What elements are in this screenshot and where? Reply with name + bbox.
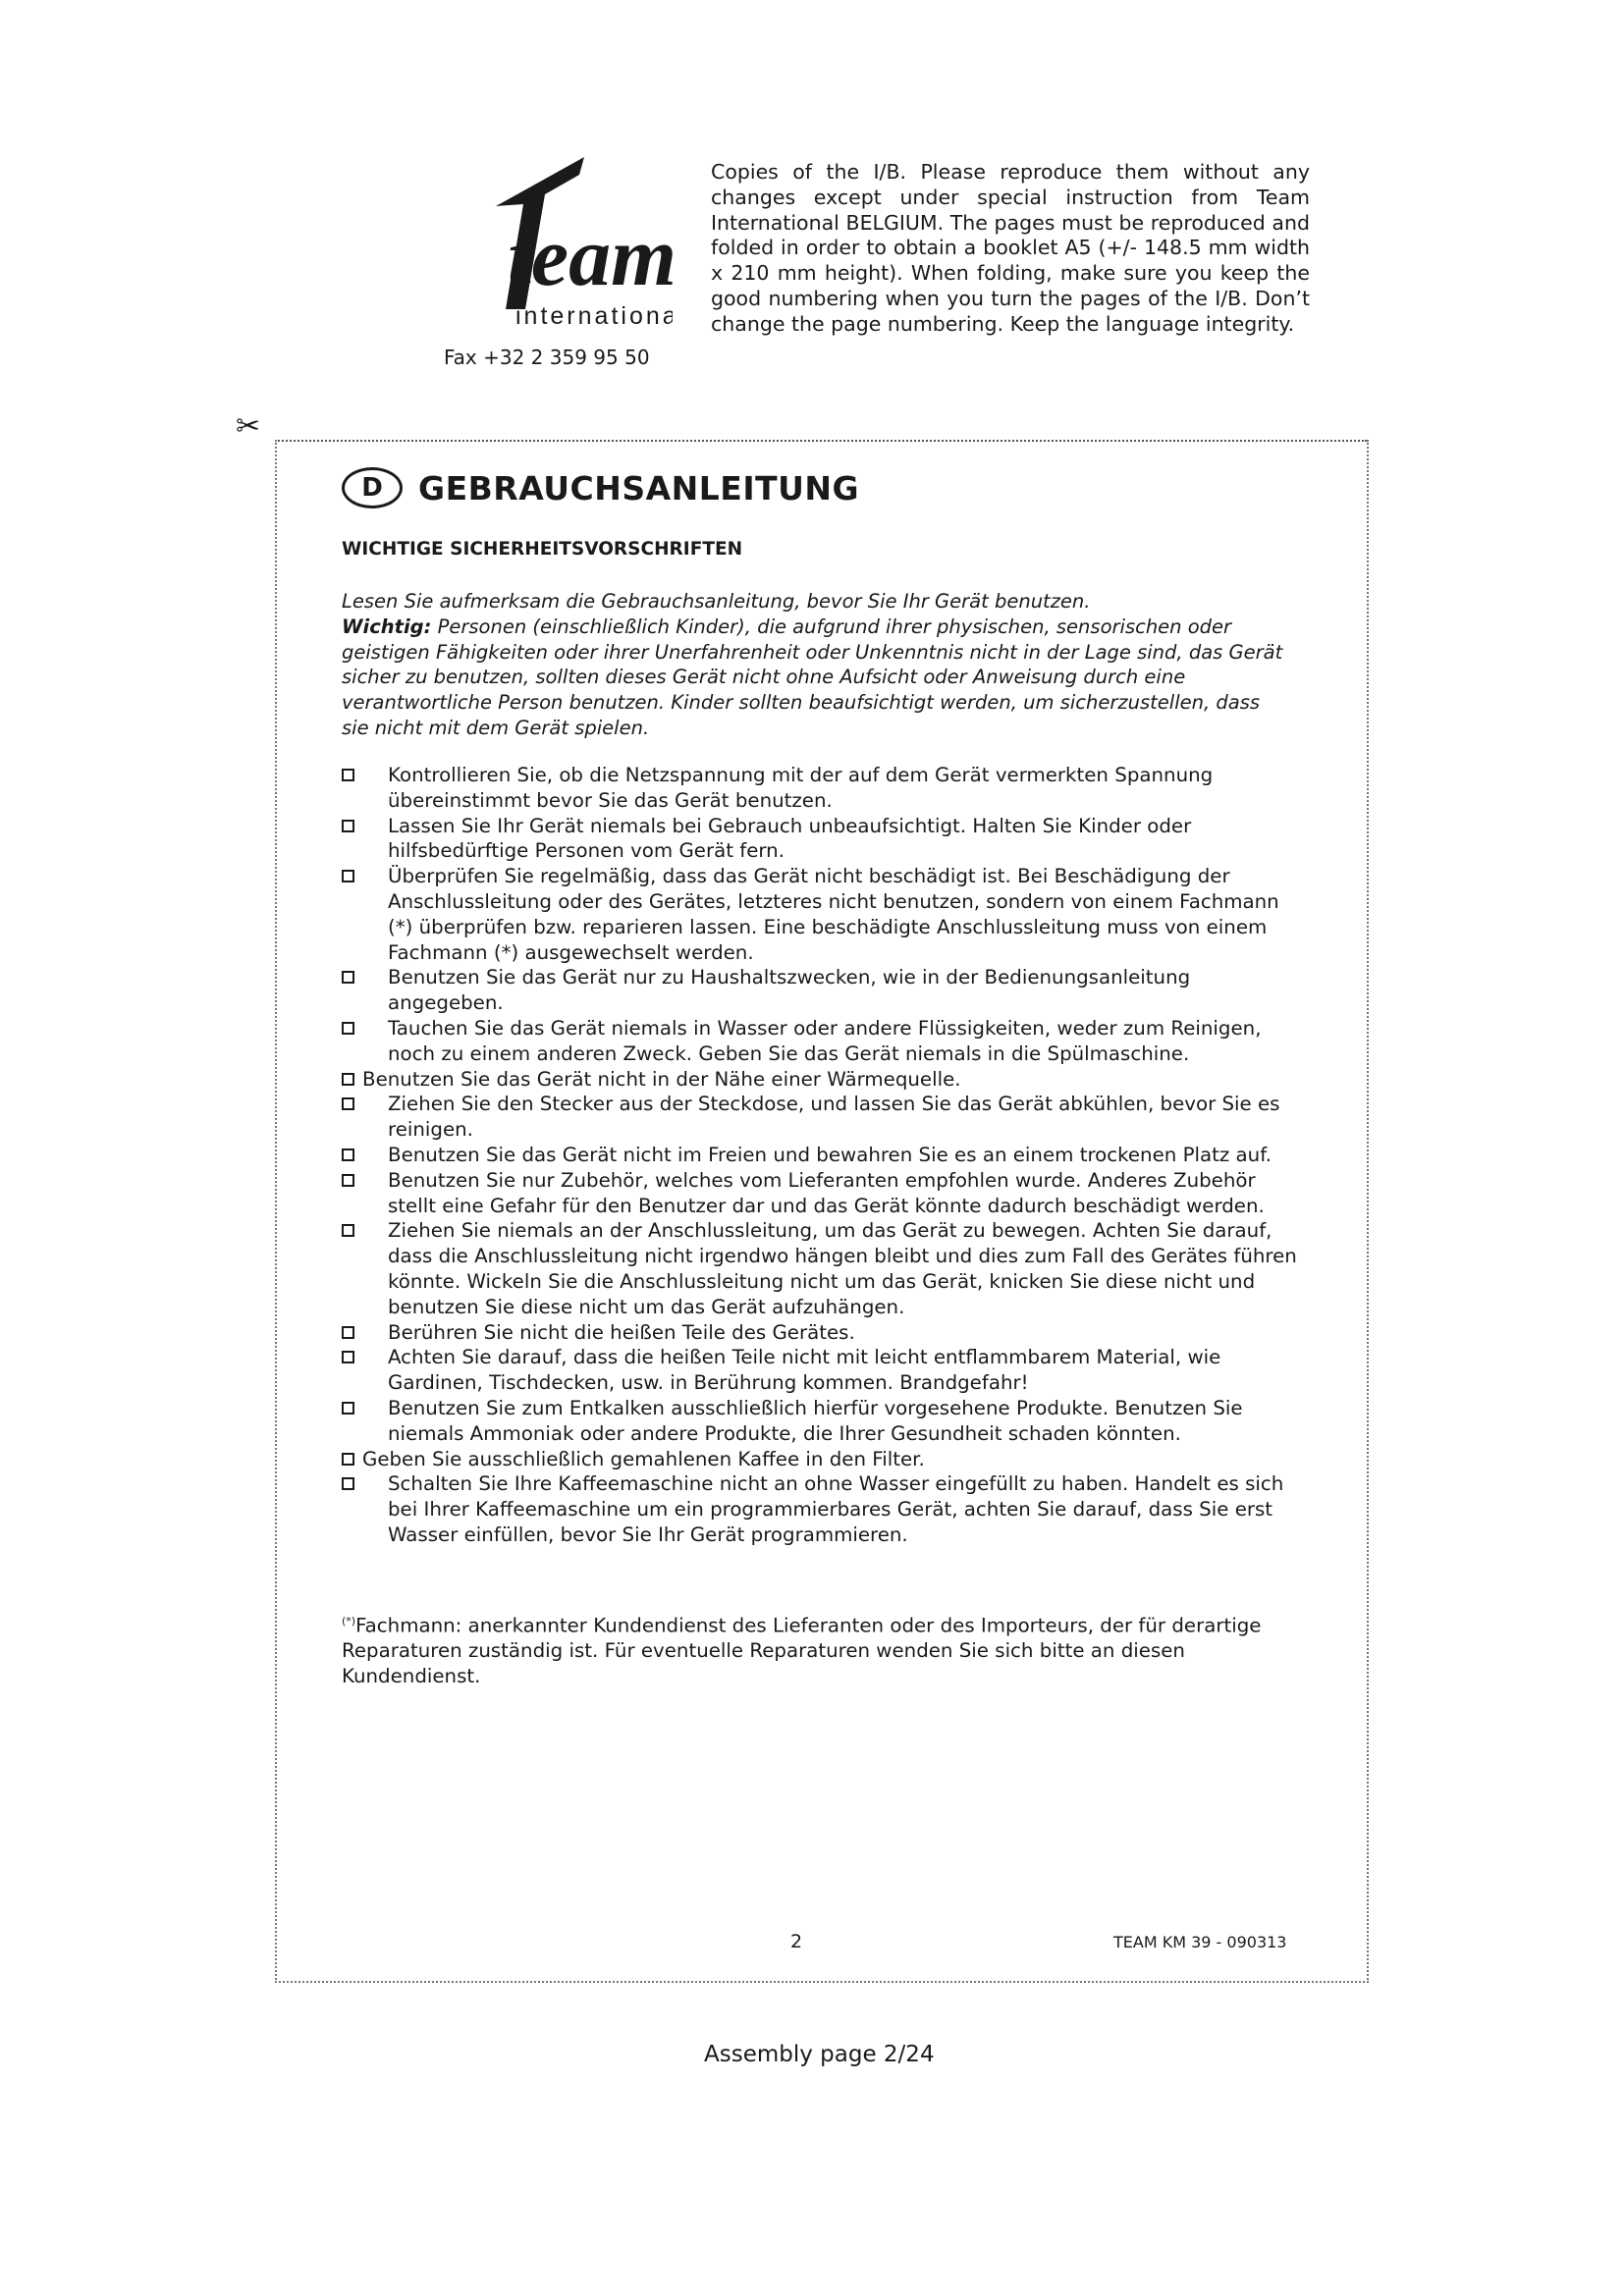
checkbox-icon bbox=[342, 1402, 354, 1415]
checkbox-icon bbox=[342, 769, 354, 781]
checkbox-icon bbox=[342, 1351, 354, 1363]
list-item-text: Achten Sie darauf, dass die heißen Teile nicht mit leicht entflammbarem Material, wie Gardinen, Tischdecken, usw. in Berührung kommen. Brandgefahr! bbox=[388, 1346, 1221, 1395]
list-item bbox=[342, 1168, 1304, 1219]
list-item bbox=[342, 1067, 1304, 1093]
checkbox-icon bbox=[342, 1477, 354, 1490]
important-note bbox=[342, 614, 1290, 741]
page-title: GEBRAUCHSANLEITUNG bbox=[418, 468, 860, 507]
checkbox-icon bbox=[342, 1148, 354, 1161]
checkbox-icon bbox=[342, 1073, 354, 1086]
footnote bbox=[342, 1609, 1290, 1689]
list-item bbox=[342, 814, 1304, 865]
scissors-icon: ✂ bbox=[236, 409, 261, 444]
list-item bbox=[342, 1320, 1304, 1346]
checkbox-icon bbox=[342, 1453, 354, 1466]
list-item bbox=[342, 965, 1304, 1016]
footnote-mark: (*) bbox=[342, 1615, 356, 1628]
list-item-text: Benutzen Sie das Gerät nicht im Freien und bewahren Sie es an einem trockenen Platz auf. bbox=[388, 1143, 1272, 1166]
fax-number: Fax +32 2 359 95 50 bbox=[444, 346, 650, 369]
list-item bbox=[342, 1396, 1304, 1447]
important-label: Wichtig: bbox=[342, 614, 432, 638]
list-item-text: Benutzen Sie zum Entkalken ausschließlich hierfür vorgesehene Produkte. Benutzen Sie niemals Ammoniak oder andere Produkte, die Ihrer Gesundheit schaden könnten. bbox=[388, 1396, 1243, 1445]
list-item-text: Berühren Sie nicht die heißen Teile des Gerätes. bbox=[388, 1320, 855, 1344]
page-number: 2 bbox=[790, 1931, 803, 1952]
document-code: TEAM KM 39 - 090313 bbox=[1113, 1933, 1287, 1951]
list-item-text: Überprüfen Sie regelmäßig, dass das Gerät nicht beschädigt ist. Bei Beschädigung der Anschlussleitung oder des Gerätes, letzteres nicht benutzen, sondern von einem Fachmann (*) überprüfen bzw. reparieren lassen. Eine beschädigte Anschlussleitung muss von einem Fachmann (*) ausgewechselt werden. bbox=[388, 865, 1279, 964]
checkbox-icon bbox=[342, 1022, 354, 1035]
list-item-text: Kontrollieren Sie, ob die Netzspannung mit der auf dem Gerät vermerkten Spannung übereinstimmt bevor Sie das Gerät benutzen. bbox=[388, 764, 1214, 812]
list-item-text: Lassen Sie Ihr Gerät niemals bei Gebrauch unbeaufsichtigt. Halten Sie Kinder oder hilfsbedürftige Personen vom Gerät fern. bbox=[388, 814, 1192, 863]
list-item-text: Geben Sie ausschließlich gemahlenen Kaffee in den Filter. bbox=[362, 1447, 925, 1470]
checkbox-icon bbox=[342, 1224, 354, 1237]
logo-word: team bbox=[508, 209, 673, 303]
list-item-text: Benutzen Sie das Gerät nicht in der Nähe einer Wärmequelle. bbox=[362, 1067, 961, 1091]
list-item-text: Ziehen Sie den Stecker aus der Steckdose, und lassen Sie das Gerät abkühlen, bevor Sie es reinigen. bbox=[388, 1093, 1280, 1142]
list-item bbox=[342, 1143, 1304, 1168]
list-item bbox=[342, 1218, 1304, 1319]
logo-sub: international bbox=[515, 302, 673, 330]
list-item bbox=[342, 1016, 1304, 1067]
list-item bbox=[342, 1345, 1304, 1396]
language-badge: D bbox=[342, 467, 403, 508]
safety-list bbox=[342, 763, 1304, 1548]
list-item bbox=[342, 1092, 1304, 1143]
list-item bbox=[342, 1471, 1304, 1547]
list-item bbox=[342, 1447, 1304, 1472]
checkbox-icon bbox=[342, 1097, 354, 1110]
checkbox-icon bbox=[342, 971, 354, 984]
checkbox-icon bbox=[342, 820, 354, 832]
list-item-text: Benutzen Sie das Gerät nur zu Haushaltszwecken, wie in der Bedienungsanleitung angegeben. bbox=[388, 966, 1191, 1015]
list-item-text: Schalten Sie Ihre Kaffeemaschine nicht an ohne Wasser eingefüllt zu haben. Handelt es sich bei Ihrer Kaffeemaschine um ein programmierbares Gerät, achten Sie darauf, dass Sie erst Wasser einfüllen, bevor Sie Ihr Gerät programmieren. bbox=[388, 1472, 1284, 1546]
intro-paragraph bbox=[342, 589, 1290, 741]
checkbox-icon bbox=[342, 1326, 354, 1339]
assembly-page-label: Assembly page 2/24 bbox=[704, 2042, 935, 2067]
checkbox-icon bbox=[342, 1174, 354, 1187]
section-subtitle: WICHTIGE SICHERHEITSVORSCHRIFTEN bbox=[342, 539, 743, 560]
checkbox-icon bbox=[342, 870, 354, 882]
list-item-text: Benutzen Sie nur Zubehör, welches vom Lieferanten empfohlen wurde. Anderes Zubehör stellt eine Gefahr für den Benutzer dar und das Gerät könnte dadurch beschädigt werden. bbox=[388, 1168, 1265, 1217]
list-item-text: Tauchen Sie das Gerät niemals in Wasser oder andere Flüssigkeiten, weder zum Reinigen, noch zu einem anderen Zweck. Geben Sie das Gerät niemals in die Spülmaschine. bbox=[388, 1016, 1262, 1065]
team-international-logo bbox=[447, 147, 673, 334]
footnote-text: Fachmann: anerkannter Kundendienst des Lieferanten oder des Importeurs, der für derartige Reparaturen zuständig ist. Für eventuelle Reparaturen wenden Sie sich bitte an diesen Kundendienst. bbox=[342, 1614, 1262, 1688]
list-item bbox=[342, 864, 1304, 965]
list-item bbox=[342, 763, 1304, 814]
important-text: Personen (einschließlich Kinder), die aufgrund ihrer physischen, sensorischen oder geistigen Fähigkeiten oder ihrer Unerfahrenheit oder Unkenntnis nicht in der Lage sind, das Gerät sicher zu benutzen, sollten dieses Gerät nicht ohne Aufsicht oder Anweisung durch eine verantwortliche Person benutzen. Kinder sollten beaufsichtigt werden, um sicherzustellen, dass sie nicht mit dem Gerät spielen. bbox=[342, 614, 1283, 739]
section-header bbox=[342, 467, 859, 508]
list-item-text: Ziehen Sie niemals an der Anschlussleitung, um das Gerät zu bewegen. Achten Sie darauf, dass die Anschlussleitung nicht irgendwo hängen bleibt und dies zum Fall des Gerätes führen könnte. Wickeln Sie die Anschlussleitung nicht um das Gerät, knicken Sie diese nicht und benutzen Sie diese nicht um das Gerät aufzuhängen. bbox=[388, 1219, 1297, 1318]
intro-line: Lesen Sie aufmerksam die Gebrauchsanleitung, bevor Sie Ihr Gerät benutzen. bbox=[342, 590, 1091, 613]
copies-note: Copies of the I/B. Please reproduce them without any changes except under special instruction from Team International BELGIUM. The pages must be reproduced and folded in order to obtain a booklet A5 (+/- 148.5 mm width x 210 mm height). When folding, make sure you keep the good numbering when you turn the pages of the I/B. Don’t change the page numbering. Keep the language integrity. bbox=[711, 160, 1310, 336]
